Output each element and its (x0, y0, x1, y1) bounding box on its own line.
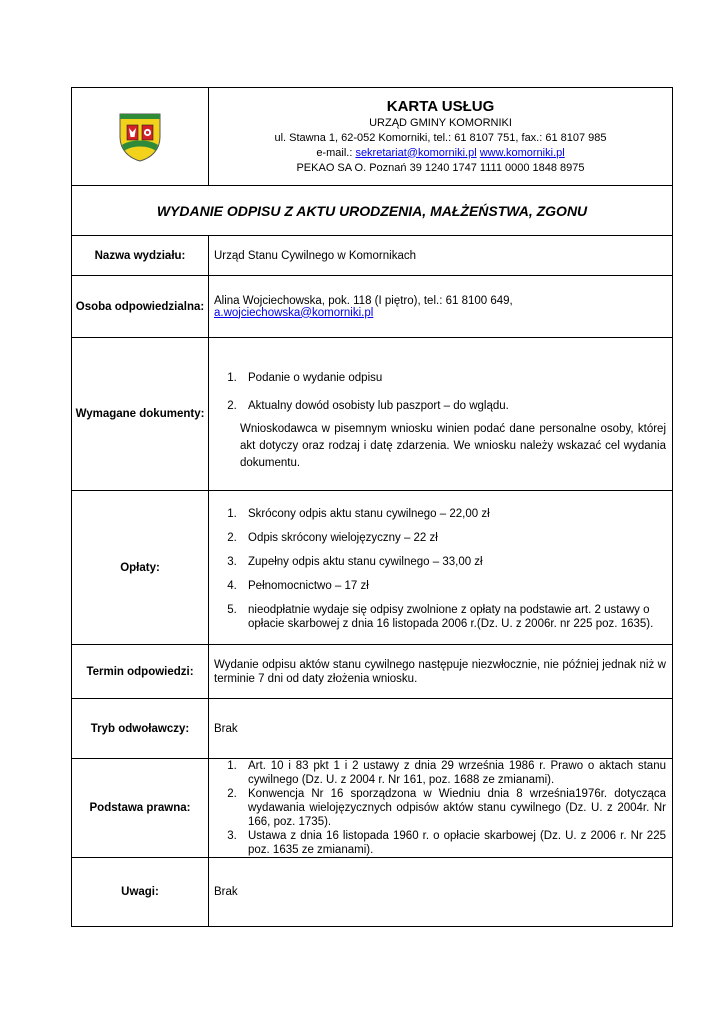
fees-list (214, 507, 666, 631)
responsible-value (209, 276, 673, 338)
department-value: Urząd Stanu Cywilnego w Komornikach (209, 236, 673, 276)
appeal-label: Tryb odwoławczy: (72, 699, 209, 759)
list-item: 2. Aktualny dowód osobisty lub paszport – do wglądu. (240, 399, 666, 414)
legal-basis-row (72, 759, 673, 858)
remarks-label: Uwagi: (72, 858, 209, 927)
service-title-row (72, 186, 673, 236)
service-title: WYDANIE ODPISU Z AKTU URODZENIA, MAŁŻEŃSTWA, ZGONU (72, 186, 673, 236)
header-info-cell (209, 88, 673, 186)
fees-row (72, 491, 673, 645)
department-row (72, 236, 673, 276)
deadline-label: Termin odpowiedzi: (72, 645, 209, 699)
remarks-value: Brak (209, 858, 673, 927)
fees-value (209, 491, 673, 645)
responsible-row (72, 276, 673, 338)
bank-account: PEKAO SA O. Poznań 39 1240 1747 1111 0000 1848 8975 (296, 161, 585, 174)
appeal-value: Brak (209, 699, 673, 759)
contact-line (209, 146, 672, 161)
responsible-label: Osoba odpowiedzialna: (72, 276, 209, 338)
website-link[interactable]: www.komorniki.pl (479, 146, 565, 159)
card-title: KARTA USŁUG (386, 97, 495, 115)
office-name: URZĄD GMINY KOMORNIKI (369, 116, 512, 129)
crest-cell (72, 88, 209, 186)
department-label: Nazwa wydziału: (72, 236, 209, 276)
list-item: 4. Pełnomocnictwo – 17 zł (240, 579, 666, 593)
list-item: 2. Konwencja Nr 16 sporządzona w Wiedniu dnia 8 września1976r. dotycząca wydawania wielojęzycznych odpisów aktów stanu cywilnego (Dz. U. z 2004r. Nr 166, poz. 1735). (240, 787, 666, 829)
list-item: 1. Skrócony odpis aktu stanu cywilnego – 22,00 zł (240, 507, 666, 521)
documents-value (209, 338, 673, 491)
legal-basis-label: Podstawa prawna: (72, 759, 209, 858)
service-card (71, 87, 672, 927)
fees-label: Opłaty: (72, 491, 209, 645)
komorniki-coat-of-arms-icon (116, 111, 164, 163)
header-row (72, 88, 673, 186)
responsible-text: Alina Wojciechowska, pok. 118 (I piętro), tel.: 61 8100 649, (214, 294, 513, 307)
legal-basis-value (209, 759, 673, 858)
list-item: 1. Podanie o wydanie odpisu (240, 371, 666, 386)
responsible-email-link[interactable]: a.wojciechowska@komorniki.pl (214, 306, 374, 319)
documents-row (72, 338, 673, 491)
office-address: ul. Stawna 1, 62-052 Komorniki, tel.: 61 8107 751, fax.: 61 8107 985 (274, 131, 607, 144)
list-item: 5. nieodpłatnie wydaje się odpisy zwolnione z opłaty na podstawie art. 2 ustawy o opłacie skarbowej z dnia 16 listopada 2006 r.(Dz. U. z 2006r. nr 225 poz. 1635). (240, 603, 666, 631)
documents-note: Wnioskodawca w pisemnym wniosku winien podać dane personalne osoby, której akt dotyczy oraz rodzaj i datę zdarzenia. We wniosku należy wskazać cel wydania dokumentu. (240, 422, 666, 469)
service-card-table (71, 87, 673, 927)
email-label: e-mail.: (316, 146, 356, 159)
email-link[interactable]: sekretariat@komorniki.pl (355, 146, 477, 159)
deadline-value: Wydanie odpisu aktów stanu cywilnego następuje niezwłocznie, nie później jednak niż w terminie 7 dni od daty złożenia wniosku. (209, 645, 673, 699)
remarks-row (72, 858, 673, 927)
documents-list (214, 371, 666, 414)
list-item: 1. Art. 10 i 83 pkt 1 i 2 ustawy z dnia 29 września 1986 r. Prawo o aktach stanu cywilnego (Dz. U. z 2004 r. Nr 161, poz. 1688 ze zmianami). (240, 759, 666, 787)
appeal-row (72, 699, 673, 759)
list-item: 2. Odpis skrócony wielojęzyczny – 22 zł (240, 531, 666, 545)
list-item: 3. Ustawa z dnia 16 listopada 1960 r. o opłacie skarbowej (Dz. U. z 2006 r. Nr 225 poz. 1635 ze zmianami). (240, 829, 666, 857)
documents-label: Wymagane dokumenty: (72, 338, 209, 491)
deadline-row (72, 645, 673, 699)
legal-basis-list (214, 759, 666, 857)
list-item: 3. Zupełny odpis aktu stanu cywilnego – 33,00 zł (240, 555, 666, 569)
